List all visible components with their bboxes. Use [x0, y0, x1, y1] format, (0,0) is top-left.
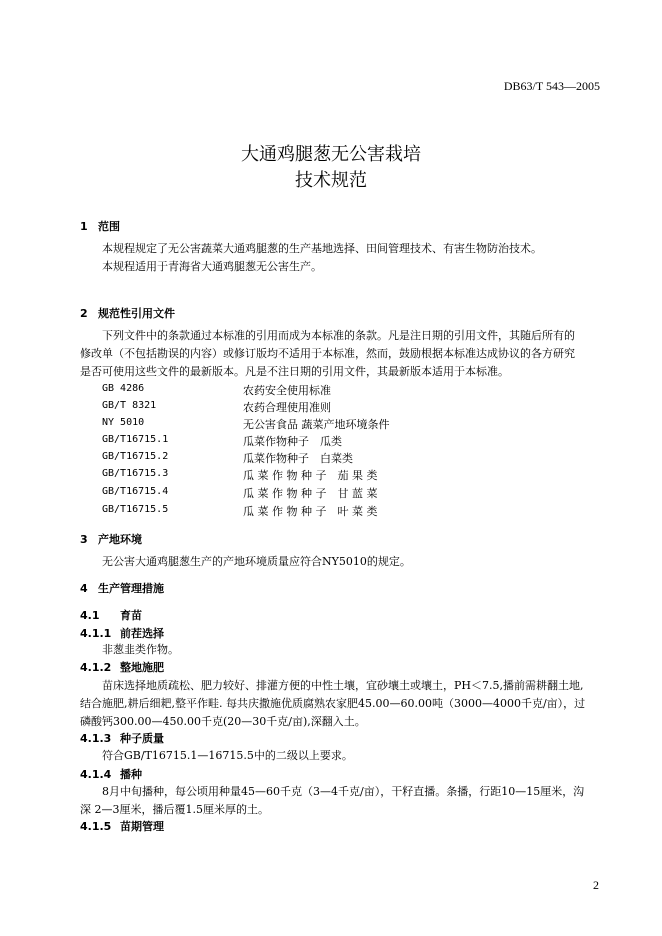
subsection-4-1-1-heading — [80, 625, 164, 641]
reference-title: 农药合理使用准则 — [243, 401, 331, 414]
reference-code: GB/T16715.5 — [102, 504, 169, 515]
section-number: 3 — [80, 533, 88, 546]
subsection-title: 种子质量 — [120, 732, 164, 745]
subsection-4-1-1-paragraph: 非葱韭类作物。 — [102, 643, 179, 656]
section-4-heading — [80, 580, 164, 596]
section-number: 1 — [80, 220, 88, 233]
subsection-4-1-4-line-1: 8月中旬播种，每公顷用种量45—60千克（3—4千克/亩），干籽直播。条播，行距10—15厘米，沟 — [102, 785, 585, 798]
section-1-heading — [80, 218, 120, 234]
subsection-4-1-2-line-1: 苗床选择地质疏松、肥力较好、排灌方便的中性土壤，宜砂壤土或壤土，PH＜7.5,播前需耕翻土地, — [102, 679, 584, 692]
subsection-4-1-3-heading — [80, 730, 164, 746]
reference-code: GB/T16715.1 — [102, 434, 169, 445]
section-1-paragraph-2: 本规程适用于青海省大通鸡腿葱无公害生产。 — [102, 260, 322, 273]
subsection-number: 4.1.1 — [80, 627, 112, 640]
subsection-title: 整地施肥 — [120, 661, 164, 674]
reference-code: GB/T 8321 — [102, 400, 157, 411]
reference-code: GB/T16715.2 — [102, 451, 169, 462]
section-number: 4 — [80, 582, 88, 595]
section-number: 2 — [80, 307, 88, 320]
section-title: 规范性引用文件 — [98, 307, 175, 320]
section-3-paragraph: 无公害大通鸡腿葱生产的产地环境质量应符合NY5010的规定。 — [102, 555, 411, 568]
document-title-line2: 技术规范 — [295, 170, 367, 191]
subsection-4-1-4-heading — [80, 766, 142, 782]
subsection-4-1-2-line-3: 磷酸钙300.00—450.00千克(20—30千克/亩),深翻入土。 — [80, 715, 366, 728]
subsection-title: 苗期管理 — [120, 820, 164, 833]
reference-code: GB 4286 — [102, 383, 145, 394]
subsection-number: 4.1.5 — [80, 820, 112, 833]
reference-title: 瓜菜作物种子 瓜类 — [243, 435, 342, 448]
subsection-number: 4.1 — [80, 609, 100, 622]
subsection-number: 4.1.4 — [80, 768, 112, 781]
subsection-4-1-4-line-2: 深 2—3厘米，播后覆1.5厘米厚的土。 — [80, 803, 269, 816]
subsection-4-1-2-heading — [80, 659, 164, 675]
section-title: 产地环境 — [98, 533, 142, 546]
subsection-4-1-3-paragraph: 符合GB/T16715.1—16715.5中的二级以上要求。 — [102, 749, 353, 762]
reference-code: NY 5010 — [102, 417, 145, 428]
reference-title: 瓜 菜 作 物 种 子 叶 菜 类 — [243, 505, 378, 518]
reference-title: 瓜菜作物种子 白菜类 — [243, 452, 353, 465]
document-title-line1: 大通鸡腿葱无公害栽培 — [241, 144, 421, 165]
reference-code: GB/T16715.3 — [102, 468, 169, 479]
subsection-4-1-heading — [80, 607, 142, 623]
section-3-heading — [80, 531, 142, 547]
reference-title: 瓜 菜 作 物 种 子 甘 蓝 菜 — [243, 487, 378, 500]
section-2-heading — [80, 305, 175, 321]
subsection-4-1-5-heading — [80, 818, 164, 834]
section-title: 生产管理措施 — [98, 582, 164, 595]
subsection-4-1-2-line-2: 结合施肥,耕后细耙,整平作畦. 每共庆撒施优质腐熟农家肥45.00—60.00吨（3000—4000千克/亩），过 — [80, 697, 586, 710]
subsection-number: 4.1.2 — [80, 661, 112, 674]
section-2-intro-line-1: 下列文件中的条款通过本标准的引用而成为本标准的条款。凡是注日期的引用文件，其随后所有的 — [102, 329, 575, 342]
reference-title: 农药安全使用标准 — [243, 384, 331, 397]
subsection-title: 育苗 — [120, 609, 142, 622]
page-number: 2 — [593, 878, 599, 892]
document-code: DB63/T 543—2005 — [503, 79, 600, 93]
reference-title: 瓜 菜 作 物 种 子 茄 果 类 — [243, 469, 378, 482]
subsection-title: 播种 — [120, 768, 142, 781]
subsection-title: 前茬选择 — [120, 627, 164, 640]
subsection-number: 4.1.3 — [80, 732, 112, 745]
section-2-intro-line-3: 是否可使用这些文件的最新版本。凡是不注日期的引用文件，其最新版本适用于本标准。 — [80, 365, 509, 378]
section-1-paragraph-1: 本规程规定了无公害蔬菜大通鸡腿葱的生产基地选择、田间管理技术、有害生物防治技术。 — [102, 242, 542, 255]
reference-title: 无公害食品 蔬菜产地环境条件 — [243, 418, 390, 431]
reference-code: GB/T16715.4 — [102, 486, 169, 497]
section-title: 范围 — [98, 220, 120, 233]
section-2-intro-line-2: 修改单（不包括勘误的内容）或修订版均不适用于本标准，然而，鼓励根据本标准达成协议的各方研究 — [80, 347, 575, 360]
